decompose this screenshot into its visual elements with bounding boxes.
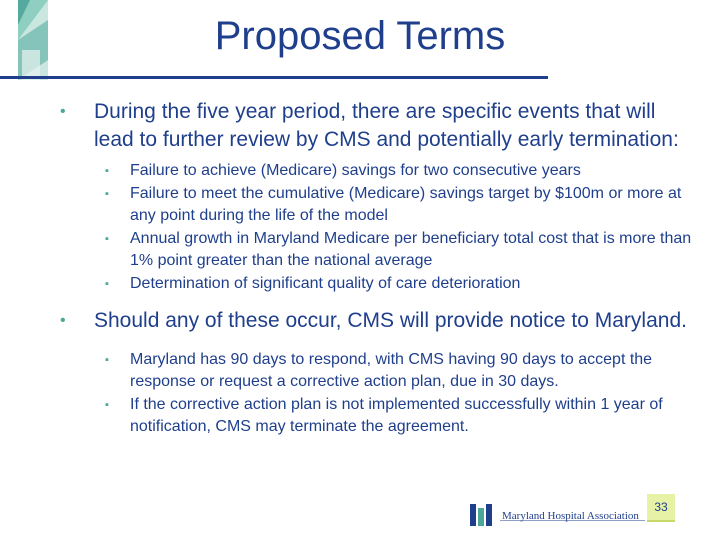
sub-item: ▪ Annual growth in Maryland Medicare per beneficiary total cost that is more than 1% point greater than the national average — [105, 230, 692, 269]
square-bullet: ▪ — [105, 278, 109, 290]
bullet-2-text: Should any of these occur, CMS will provide notice to Maryland. — [94, 309, 687, 332]
sub-item: ▪ If the corrective action plan is not implemented successfully within 1 year of notification, CMS may terminate the agreement. — [105, 396, 663, 435]
bullet-1-subitems — [60, 160, 700, 295]
sub-item: ▪ Failure to achieve (Medicare) savings for two consecutive years — [60, 160, 700, 182]
square-bullet: ▪ — [105, 399, 109, 411]
title-underline — [0, 76, 548, 79]
square-bullet: ▪ — [105, 233, 109, 245]
page-title: Proposed Terms — [214, 14, 506, 58]
page-number: 33 — [654, 500, 668, 514]
sub-item: ▪ Determination of significant quality of care deterioration — [60, 273, 700, 295]
sub-item: ▪ Failure to meet the cumulative (Medicare) savings target by $100m or more at any point during the life of the model — [105, 185, 682, 224]
bullet-1-text: During the five year period, there are specific events that will lead to further review by CMS and potentially early termination: — [94, 100, 679, 151]
logo-text: Maryland Hospital Association — [502, 510, 639, 522]
square-bullet: ▪ — [105, 188, 109, 200]
square-bullet: ▪ — [105, 165, 109, 177]
square-bullet: ▪ — [105, 354, 109, 366]
bullet-dot: • — [60, 103, 66, 120]
sub-item: ▪ Maryland has 90 days to respond, with CMS having 90 days to accept the response or request a corrective action plan, due in 30 days. — [105, 351, 653, 390]
bullet-2-subitems — [60, 349, 700, 438]
bullet-2 — [60, 307, 700, 335]
slide-content — [60, 98, 700, 450]
bullet-dot: • — [60, 312, 66, 329]
bullet-1 — [60, 98, 700, 154]
